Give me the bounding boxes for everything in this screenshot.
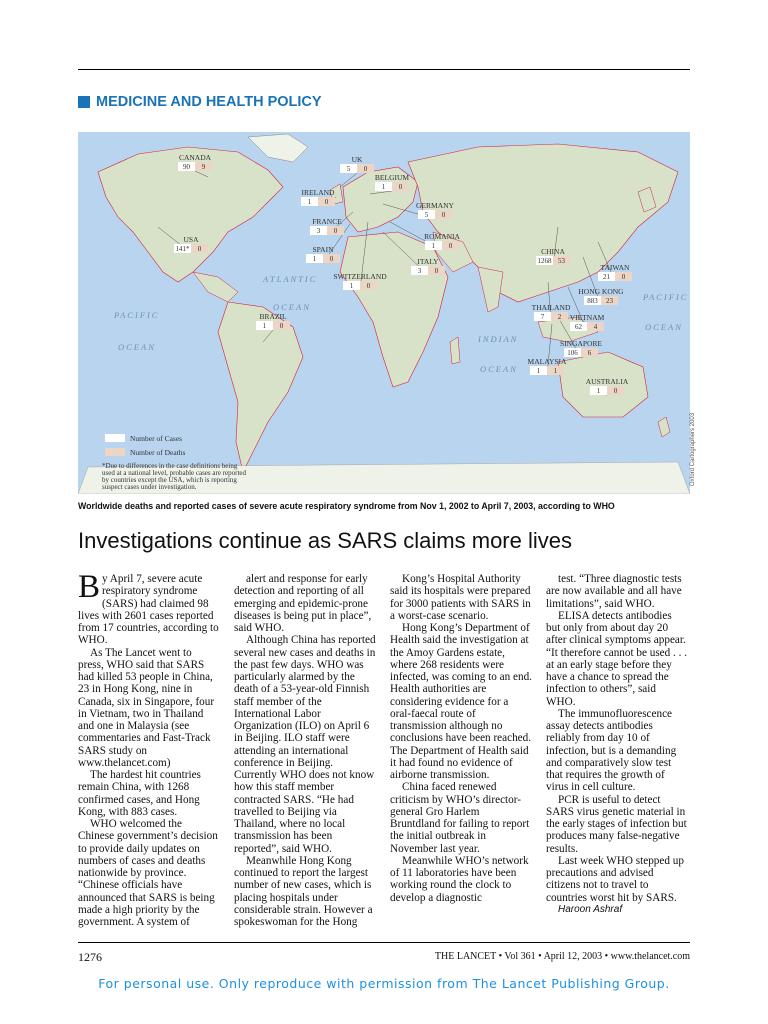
column-4 <box>546 573 688 928</box>
ocean-label: PACIFIC <box>114 310 160 320</box>
paragraph: PCR is useful to detect SARS virus genetic material in the early stages of infection but produces many false-negative results. <box>546 793 687 855</box>
paragraph: The immunofluorescence assay detects antibodies reliably from day 10 of infection, but is a demanding and comparatively slow test that requires the growth of virus in cell culture. <box>546 707 677 794</box>
country-label-ireland <box>301 188 335 206</box>
country-label-vietnam <box>570 313 605 331</box>
column-3 <box>390 573 532 928</box>
cases-value: 5 <box>424 211 429 219</box>
deaths-value: 0 <box>363 165 368 173</box>
footnote-line: used at a national level, probable cases are reported <box>102 469 247 477</box>
country-label-france <box>310 217 344 235</box>
country-name: AUSTRALIA <box>585 377 629 386</box>
country-name: GERMANY <box>416 201 454 210</box>
country-label-singapore <box>560 339 603 357</box>
ocean-label: OCEAN <box>480 364 518 374</box>
cases-value: 106 <box>567 349 578 357</box>
section-square-icon <box>78 96 90 108</box>
deaths-value: 0 <box>324 198 329 206</box>
country-label-romania <box>424 232 460 250</box>
madagascar-land <box>450 337 460 364</box>
deaths-value: 0 <box>621 273 626 281</box>
paragraph: Meanwhile Hong Kong continued to report the largest number of new cases, which is placing hospitals under considerable strain. However a spokeswoman for the Hong <box>234 854 373 928</box>
footnote-line: by countries except the USA, which is reporting <box>102 476 237 484</box>
country-name: FRANCE <box>312 217 342 226</box>
paragraph: Although China has reported several new cases and deaths in the past few days. WHO was particularly alarmed by the death of a 53-year-old Finnish staff member of the International Labor Organization (ILO) on April 6 in Beijing. ILO staff were attending an international conference in Beijing. Currently WHO does not know how this staff member contracted SARS. “He had travelled to Beijing via Thailand, where no local transmission has been reported”, said WHO. <box>234 634 376 855</box>
country-name: THAILAND <box>531 303 571 312</box>
cases-value: 3 <box>316 227 321 235</box>
paragraph: test. “Three diagnostic tests are now available and all have limitations”, said WHO. <box>546 573 682 610</box>
country-label-malaysia <box>528 357 567 375</box>
journal-info: THE LANCET • Vol 361 • April 12, 2003 • www.thelancet.com <box>434 951 690 962</box>
legend-cases-swatch <box>105 434 125 442</box>
country-name: ROMANIA <box>424 232 460 241</box>
cases-value: 1 <box>536 367 541 375</box>
country-name: IRELAND <box>301 188 335 197</box>
cases-value: 1268 <box>537 257 552 265</box>
ocean-label: PACIFIC <box>643 292 689 302</box>
paragraph: y April 7, severe acute respiratory syndrome (SARS) had claimed 98 lives with 2601 cases reported from 17 countries, according to WHO. <box>78 573 219 647</box>
page-number: 1276 <box>78 950 102 964</box>
deaths-value: 9 <box>201 163 206 171</box>
dropcap: B <box>78 569 101 605</box>
country-label-belgium <box>375 173 409 191</box>
cases-value: 883 <box>587 297 598 305</box>
deaths-value: 0 <box>279 322 284 330</box>
deaths-value: 4 <box>593 323 598 331</box>
cases-value: 1 <box>262 322 267 330</box>
cases-value: 1 <box>596 387 601 395</box>
deaths-value: 0 <box>448 242 453 250</box>
country-name: CANADA <box>178 153 212 162</box>
country-name: SINGAPORE <box>559 339 603 348</box>
country-name: SPAIN <box>312 245 334 254</box>
deaths-value: 0 <box>398 183 403 191</box>
section-title: MEDICINE AND HEALTH POLICY <box>96 94 322 110</box>
country-name: BRAZIL <box>259 312 287 321</box>
paragraph: alert and response for early detection and reporting of all emerging and epidemic-prone diseases is being put in place”, said WHO. <box>234 573 372 634</box>
map-svg <box>78 132 690 494</box>
country-label-germany <box>416 201 455 219</box>
deaths-value: 2 <box>557 313 562 321</box>
country-name: TAIWAN <box>600 263 630 272</box>
cases-value: 1 <box>431 242 436 250</box>
paragraph: The hardest hit countries remain China, with 1268 confirmed cases, and Hong Kong, with 883 cases. <box>78 769 201 818</box>
headline: Investigations continue as SARS claims more lives <box>78 528 572 553</box>
ocean-label: OCEAN <box>645 322 683 332</box>
cases-value: 21 <box>603 273 610 281</box>
cases-value: 5 <box>346 165 351 173</box>
country-name: ITALY <box>417 257 439 266</box>
country-name: VIETNAM <box>569 313 605 322</box>
deaths-value: 0 <box>613 387 618 395</box>
country-name: CHINA <box>541 247 565 256</box>
deaths-value: 0 <box>333 227 338 235</box>
cases-value: 141* <box>175 245 190 253</box>
footnote-line: *Due to differences in the case definitions being <box>102 462 238 470</box>
country-label-canada <box>178 153 212 171</box>
country-name: UK <box>351 155 363 164</box>
cases-value: 1 <box>381 183 386 191</box>
section-heading <box>78 94 322 110</box>
deaths-value: 53 <box>558 257 565 265</box>
world-map <box>78 132 690 494</box>
legend-cases-label: Number of Cases <box>130 434 183 443</box>
paragraph: Kong’s Hospital Authority said its hospitals were prepared for 3000 patients with SARS in a worst-case scenario. <box>390 573 531 622</box>
country-label-hong-kong <box>578 287 624 305</box>
country-name: MALAYSIA <box>527 357 567 366</box>
country-name: USA <box>183 235 199 244</box>
country-label-taiwan <box>598 263 632 281</box>
copyright-notice: For personal use. Only reproduce with permission from The Lancet Publishing Group. <box>98 976 670 991</box>
paragraph: Meanwhile WHO’s network of 11 laboratories have been working round the clock to develop a diagnostic <box>390 854 529 904</box>
ocean-label: OCEAN <box>273 302 311 312</box>
footnote-line: suspect cases under investigation. <box>102 483 197 491</box>
column-1 <box>78 569 220 928</box>
map-credit: Oxford Cartographers 2003 <box>690 412 696 486</box>
country-label-australia <box>586 377 629 395</box>
cases-value: 62 <box>575 323 582 331</box>
paragraph: Last week WHO stepped up precautions and advised citizens not to travel to countries worst hit by SARS. <box>546 854 684 904</box>
cases-value: 1 <box>307 198 312 206</box>
legend-deaths-label: Number of Deaths <box>130 448 186 457</box>
deaths-value: 1 <box>553 367 558 375</box>
article-body <box>78 569 690 928</box>
country-name: SWITZERLAND <box>333 272 387 281</box>
map-caption: Worldwide deaths and reported cases of severe acute respiratory syndrome from Nov 1, 2002 to April 7, 2003, according to WHO <box>78 501 615 511</box>
paragraph: WHO welcomed the Chinese government’s decision to provide daily updates on numbers of cases and deaths nationwide by province. “Chinese officials have announced that SARS is being made a high priority by the government. A system of <box>78 818 218 928</box>
cases-value: 1 <box>349 282 354 290</box>
cases-value: 1 <box>312 255 317 263</box>
top-rule <box>78 69 690 70</box>
country-label-thailand <box>532 303 571 321</box>
cases-value: 3 <box>417 267 422 275</box>
deaths-value: 0 <box>329 255 334 263</box>
deaths-value: 23 <box>606 297 613 305</box>
bottom-rule <box>78 942 690 943</box>
deaths-value: 0 <box>434 267 439 275</box>
country-name: HONG KONG <box>578 287 624 296</box>
deaths-value: 0 <box>441 211 446 219</box>
country-name: BELGIUM <box>374 173 410 182</box>
paragraph: ELISA detects antibodies but only from about day 20 after clinical symptoms appear. “It therefore cannot be used . . . at an early stage before they have a chance to spread the infection to others”, said WHO. <box>546 609 688 708</box>
deaths-value: 6 <box>587 349 592 357</box>
cases-value: 90 <box>183 163 190 171</box>
deaths-value: 0 <box>366 282 371 290</box>
paragraph: China faced renewed criticism by WHO’s director-general Gro Harlem Bruntdland for failing to report the initial outbreak in November last year. <box>390 781 530 855</box>
paragraph: Hong Kong’s Department of Health said the investigation at the Amoy Gardens estate, where 268 residents were infected, was coming to an end. Health authorities are considering evidence for a oral-faecal route of transmission although no conclusions have been reached. The Department of Health said it had found no evidence of airborne transmission. <box>390 622 532 781</box>
cases-value: 7 <box>540 313 545 321</box>
byline: Haroon Ashraf <box>558 903 623 915</box>
paragraph: As The Lancet went to press, WHO said that SARS had killed 53 people in China, 23 in Hong Kong, nine in Canada, six in Singapore, four in Vietnam, two in Thailand and one in Malaysia (see commentaries and Fast-Track SARS study on www.thelancet.com) <box>78 646 215 769</box>
country-label-brazil <box>256 312 290 330</box>
ocean-label: ATLANTIC <box>263 274 318 284</box>
legend-deaths-swatch <box>105 448 125 456</box>
ocean-label: INDIAN <box>478 334 519 344</box>
column-2 <box>234 573 376 928</box>
deaths-value: 0 <box>197 245 202 253</box>
ocean-label: OCEAN <box>118 342 156 352</box>
